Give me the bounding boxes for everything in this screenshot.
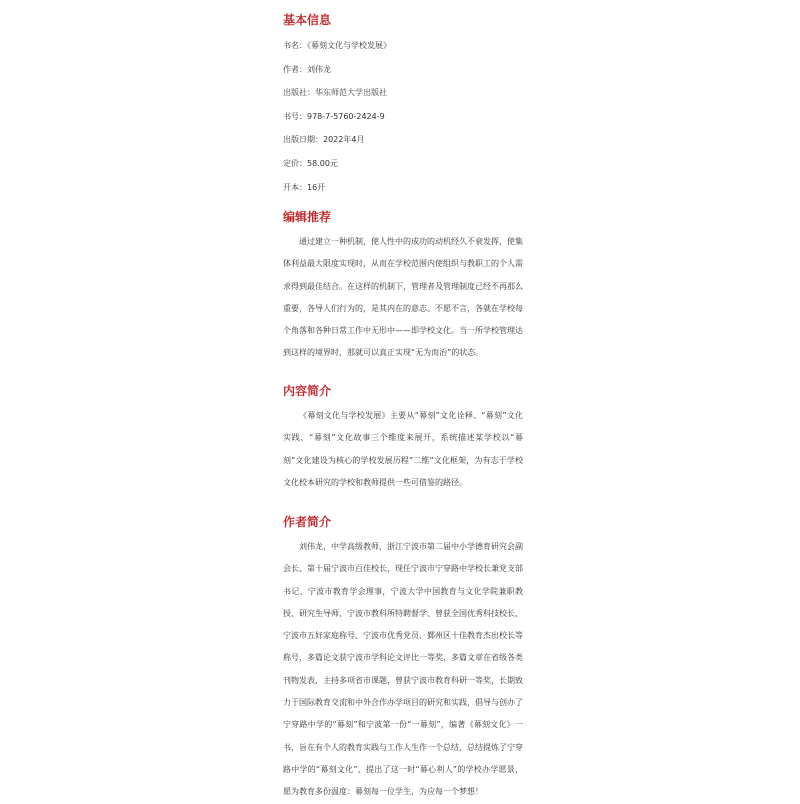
info-label: 书名： xyxy=(283,41,307,50)
info-row-publisher xyxy=(283,81,391,105)
info-value: 978-7-5760-2424-9 xyxy=(307,111,385,121)
info-label: 开本： xyxy=(283,182,307,192)
info-label: 出版社： xyxy=(283,88,315,98)
info-label: 作者： xyxy=(283,64,307,74)
author-intro-section xyxy=(283,512,523,804)
editor-recommend-title: 编辑推荐 xyxy=(283,210,332,224)
info-label: 出版日期： xyxy=(283,135,323,145)
editor-recommend-section xyxy=(283,207,523,365)
info-row-isbn xyxy=(283,105,391,129)
info-label: 书号： xyxy=(283,111,307,121)
info-row-format xyxy=(283,176,391,200)
content-intro-text: 《幕刻文化与学校发展》主要从“幕刻”文化诠释、“幕刻”文化实践、“幕刻”文化故事三个维度来展开，系统描述某学校以“幕刻”文化建设为核心的学校发展历程“二维”文化框架，为有志于学校文化校本研究的学校和教师提供一些可借鉴的路径。 xyxy=(283,411,523,487)
info-row-publish-date xyxy=(283,128,391,152)
info-value: 刘伟龙 xyxy=(307,64,331,74)
author-intro-title: 作者简介 xyxy=(283,515,332,529)
basic-info-section xyxy=(283,10,391,199)
info-row-title xyxy=(283,34,391,58)
info-value: 58.00元 xyxy=(307,158,338,168)
editor-recommend-text: 通过建立一种机制，使人性中的成功的动机经久不衰发挥，使集体利益最大限度实现时，从而在学校范围内使组织与教职工的个人需求得到最佳结合。在这样的机制下，管理者及管理制度已经不再那么重要，各导人们行为的，是其内在的意志。不愿不言，各就在学校每个角落和各种日常工作中无形中——即学校文化。当一所学校管理达到这样的境界时，那就可以真正实现“无为而治”的状态。 xyxy=(283,237,523,358)
info-row-author xyxy=(283,58,391,82)
editor-recommend-body xyxy=(283,231,523,365)
author-intro-text: 刘伟龙，中学高级教师，浙江宁波市第二届中小学德育研究会副会长、第十届宁波市百佳校长，现任宁波市宁穿路中学校长兼党支部书记、宁波市教育学会理事，宁波大学中国教育与文化学院兼职教授、研究生导师、宁波市教科所特聘督学、曾获全国优秀科技校长、宁波市五好家庭称号、宁波市优秀党员、鄞州区十佳教育杰出校长等称号，多篇论文获宁波市学科论文评比一等奖，多篇文章在省级各类刊物发表，主持多项省市课题，曾获宁波市教育科研一等奖，长期致力于国际教育交流和中外合作办学项目的研究和实践，倡导与创办了宁穿路中学的“幕刻”和宁波第一份“一幕刻”，编著《幕刻文化》一书，旨在有个人的教育实践与工作人生作一个总结，总结提炼了宁穿路中学的“幕刻文化”，提出了这一时“幕心利人”的学校办学愿景，愿为教育多份温度：幕刻每一位学生，为应每一个梦想！ xyxy=(283,542,523,797)
info-value: 《幕刻文化与学校发展》 xyxy=(307,41,391,50)
basic-info-list xyxy=(283,34,391,199)
info-value: 2022年4月 xyxy=(323,135,365,145)
content-intro-section xyxy=(283,381,523,494)
info-value: 16开 xyxy=(307,182,326,192)
basic-info-title: 基本信息 xyxy=(283,13,332,27)
info-row-price xyxy=(283,152,391,176)
content-intro-title: 内容简介 xyxy=(283,384,332,398)
info-label: 定价： xyxy=(283,158,307,168)
author-intro-body xyxy=(283,536,523,804)
content-intro-body xyxy=(283,405,523,494)
info-value: 华东师范大学出版社 xyxy=(315,88,387,98)
